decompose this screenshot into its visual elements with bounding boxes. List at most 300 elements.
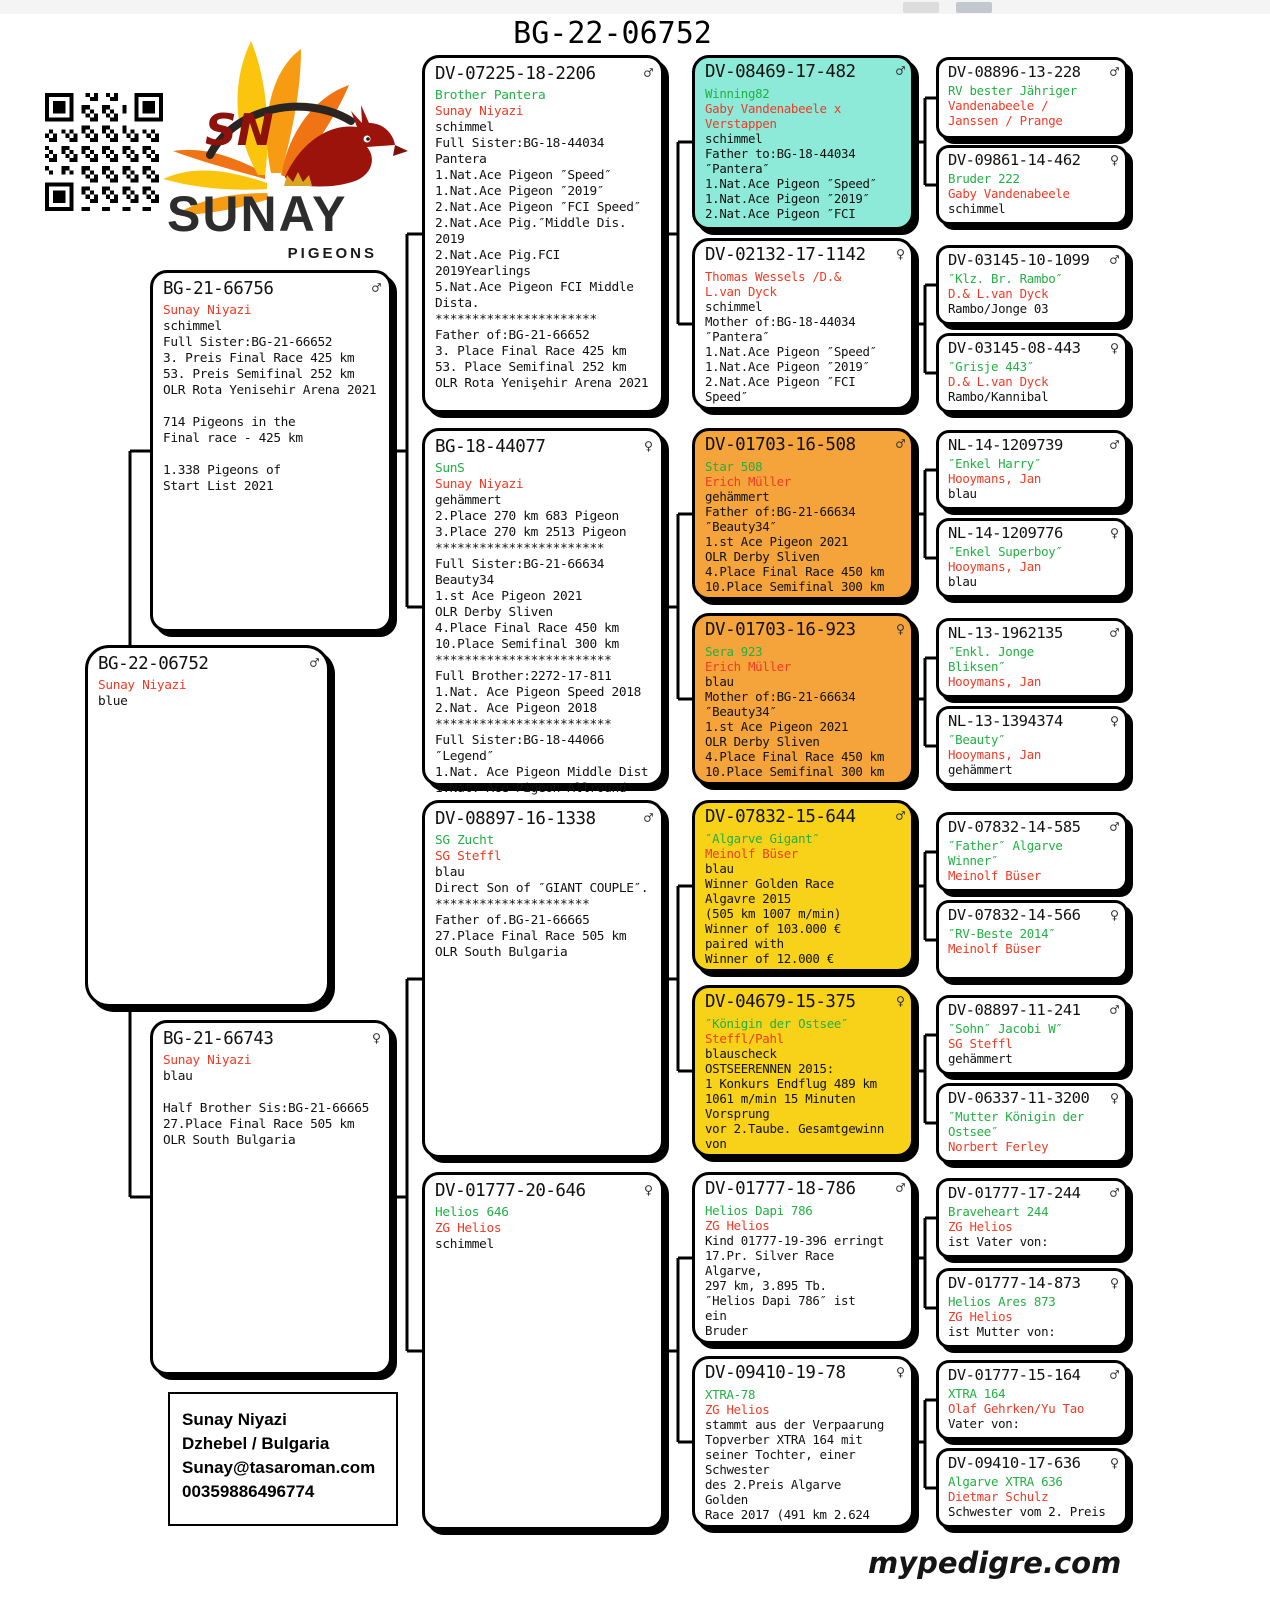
info-line: Bruder: [705, 1323, 748, 1338]
info-line: Rambo/Jonge 03: [948, 301, 1049, 316]
fancier-line: Sunay Niyazi: [435, 104, 524, 119]
ring-number: DV-08897-11-241: [948, 1001, 1081, 1019]
box-header: [705, 435, 905, 459]
fancier-line: Meinolf Büser: [705, 846, 799, 861]
info-line: Algavre 2015: [705, 891, 791, 906]
fancier-line: Hooymans, Jan: [948, 747, 1042, 762]
info-line: 10.Place Semifinal 300 km: [705, 579, 884, 594]
pedigree-box-dv-04679-15-375: [692, 985, 914, 1157]
male-symbol-icon: ♂: [895, 435, 905, 453]
info-line: Full Sister:BG-21-66652: [163, 335, 333, 350]
info-line: Mother of:BG-21-66634: [705, 689, 856, 704]
pedigree-box-dv-01703-16-508: [692, 428, 914, 600]
male-symbol-icon: ♂: [309, 654, 319, 672]
info-line: 27.Place Final Race 505 km: [435, 929, 627, 944]
info-line: OLR South Bulgaria: [435, 945, 568, 960]
pedigree-box-dv-03145-10-1099: [936, 245, 1128, 325]
box-header: [948, 524, 1119, 544]
box-header: [948, 1274, 1119, 1294]
box-header: [948, 1001, 1119, 1021]
info-line: 53. Preis Semifinal 252 km: [163, 367, 355, 382]
box-header: [705, 1179, 905, 1203]
pigeon-name-line: ″Mutter Königin der: [948, 1109, 1085, 1124]
male-symbol-icon: ♂: [371, 279, 381, 297]
info-line: 2.Nat.Ace Pigeon ″FCI Speed″: [435, 200, 641, 215]
fancier-line: ZG Helios: [705, 1218, 770, 1233]
box-header: [705, 62, 905, 86]
female-symbol-icon: ♀: [1109, 712, 1119, 730]
info-line: ein: [705, 1308, 727, 1323]
pigeon-name-line: Winning82: [705, 86, 770, 101]
female-symbol-icon: ♀: [1109, 151, 1119, 169]
info-line: gehämmert: [705, 489, 770, 504]
info-line: schimmel: [435, 1237, 494, 1252]
fancier-line: Meinolf Büser: [948, 868, 1042, 883]
fancier-line: D.& L.van Dyck: [948, 374, 1049, 389]
pedigree-box-dv-08897-16-1338: [422, 800, 664, 1158]
box-header: [948, 818, 1119, 838]
info-line: 2019: [435, 232, 465, 247]
info-line: seiner Tochter, einer: [705, 1447, 856, 1462]
info-line: [163, 1085, 381, 1101]
brand-monogram: SN: [205, 105, 274, 156]
pedigree-box-bg-18-44077: [422, 428, 664, 796]
info-line: gehämmert: [948, 1051, 1013, 1066]
info-line: OLR Derby Sliven: [435, 605, 553, 620]
pedigree-box-nl-14-1209776: [936, 518, 1128, 598]
male-symbol-icon: ♂: [643, 64, 653, 82]
info-line: von: [705, 1136, 727, 1151]
fancier-line: Sunay Niyazi: [98, 678, 187, 693]
ring-number: DV-08896-13-228: [948, 63, 1081, 81]
info-line: 10.Place Semifinal 300 km: [705, 764, 884, 779]
pigeon-name-line: ″Enkel Superboy″: [948, 544, 1063, 559]
pedigree-box-dv-01777-17-244: [936, 1178, 1128, 1258]
info-line: ************************: [435, 653, 612, 668]
info-line: blau: [948, 486, 977, 501]
fancier-line: Vandenabeele /: [948, 98, 1049, 113]
pedigree-box-nl-13-1962135: [936, 618, 1128, 698]
female-symbol-icon: ♀: [1109, 906, 1119, 924]
pigeon-name-line: Winner″: [948, 853, 999, 868]
fancier-line: Thomas Wessels /D.&: [705, 269, 842, 284]
pedigree-box-nl-13-1394374: [936, 706, 1128, 786]
female-symbol-icon: ♀: [1109, 1089, 1119, 1107]
male-symbol-icon: ♂: [895, 62, 905, 80]
brand-name: SUNAY: [167, 186, 348, 242]
box-header: [948, 712, 1119, 732]
pigeon-name-line: Bliksen″: [948, 659, 1006, 674]
pigeon-name-line: XTRA-78: [705, 1387, 756, 1402]
ring-number: DV-06337-11-3200: [948, 1089, 1090, 1107]
box-header: [705, 992, 905, 1016]
ring-number: DV-07832-15-644: [705, 807, 856, 827]
box-header: [948, 63, 1119, 83]
pedigree-box-dv-01777-20-646: [422, 1172, 664, 1530]
box-header: [948, 1184, 1119, 1204]
info-line: ″Helios Dapi 786″ ist: [705, 1293, 856, 1308]
fancier-line: Hooymans, Jan: [948, 674, 1042, 689]
info-line: blau: [705, 674, 734, 689]
info-line: ″Beauty34″: [705, 704, 777, 719]
info-line: 3.Place 270 km 2513 Pigeon: [435, 525, 627, 540]
info-line: 1061 m/min 15 Minuten: [705, 1091, 856, 1106]
info-line: schimmel: [163, 319, 222, 334]
pigeon-name-line: Sera 923: [705, 644, 763, 659]
info-line: Schwester: [705, 1462, 770, 1477]
info-line: schimmel: [705, 131, 763, 146]
info-line: Mother of:BG-18-44034: [705, 314, 856, 329]
female-symbol-icon: ♀: [643, 1181, 653, 1199]
info-line: Vorsprung: [705, 1106, 770, 1121]
female-symbol-icon: ♀: [1109, 339, 1119, 357]
ring-number: DV-02132-17-1142: [705, 245, 866, 265]
info-line: blau: [948, 574, 977, 589]
female-symbol-icon: ♀: [1109, 524, 1119, 542]
info-line: Algarve,: [705, 1263, 763, 1278]
pigeon-name-line: SG Zucht: [435, 833, 494, 848]
info-line: 27.Place Final Race 505 km: [163, 1117, 355, 1132]
fancier-line: Verstappen: [705, 116, 777, 131]
info-line: Race 2017 (491 km 2.624: [705, 1507, 870, 1522]
male-symbol-icon: ♂: [895, 1179, 905, 1197]
info-line: schimmel: [435, 120, 494, 135]
info-line: Winner of 103.000 €: [705, 921, 842, 936]
male-symbol-icon: ♂: [895, 807, 905, 825]
info-line: 10.Place Semifinal 300 km: [435, 637, 619, 652]
info-line: Full Sister:BG-21-66634: [435, 557, 605, 572]
box-header: [435, 64, 653, 88]
pigeon-name-line: ″Königin der Ostsee″: [705, 1016, 849, 1031]
female-symbol-icon: ♀: [1109, 1454, 1119, 1472]
info-line: Start List 2021: [163, 479, 274, 494]
pedigree-box-dv-08469-17-482: [692, 55, 914, 230]
fancier-line: Gaby Vandenabeele: [948, 186, 1070, 201]
info-line: Golden: [705, 1492, 748, 1507]
info-line: 1.Nat.Ace Pigeon ″Speed″: [705, 344, 877, 359]
contact-box: [168, 1392, 398, 1526]
ring-number: BG-21-66756: [163, 279, 274, 299]
info-line: blue: [98, 694, 128, 709]
info-line: 2.Nat. Ace Pigeon 2018: [435, 701, 597, 716]
fancier-line: Sunay Niyazi: [435, 477, 524, 492]
pedigree-box-dv-08896-13-228: [936, 57, 1128, 139]
male-symbol-icon: ♂: [1109, 436, 1119, 454]
info-line: 53. Place Semifinal 252 km: [435, 360, 627, 375]
ring-number: DV-01777-18-786: [705, 1179, 856, 1199]
box-header: [435, 809, 653, 833]
info-line: 1 Konkurs Endflug 489 km: [705, 1076, 877, 1091]
ring-number: BG-21-66743: [163, 1029, 274, 1049]
box-header: [435, 1181, 653, 1205]
fancier-line: Hooymans, Jan: [948, 559, 1042, 574]
info-line: 2.Nat.Ace Pig.FCI: [435, 248, 561, 263]
info-line: OLR Rota Yenisehir Arena 2021: [163, 383, 377, 398]
pedigree-box-bg-21-66756: [150, 270, 392, 632]
info-line: Father of:BG-21-66652: [435, 328, 590, 343]
fancier-line: Erich Müller: [705, 474, 791, 489]
info-line: 4.Place Final Race 450 km: [705, 564, 884, 579]
ring-number: DV-03145-08-443: [948, 339, 1081, 357]
fancier-line: D.& L.van Dyck: [948, 286, 1049, 301]
info-line: 1.Nat.Ace Pigeon ″2019″: [705, 191, 870, 206]
info-line: Full Brother:2272-17-811: [435, 669, 612, 684]
box-header: [163, 279, 381, 303]
female-symbol-icon: ♀: [1109, 1274, 1119, 1292]
info-line: Direct Son of ″GIANT COUPLE″.: [435, 881, 649, 896]
info-line: gehämmert: [948, 762, 1013, 777]
info-line: 1.st Ace Pigeon 2021: [705, 719, 849, 734]
pigeon-name-line: Helios 646: [435, 1205, 509, 1220]
ring-number: DV-01777-15-164: [948, 1366, 1081, 1384]
box-header: [705, 1363, 905, 1387]
fancier-line: L.van Dyck: [705, 284, 777, 299]
info-line: ist Mutter von:: [948, 1324, 1056, 1339]
ring-number: DV-01703-16-923: [705, 620, 856, 640]
info-line: Vater von:: [948, 1416, 1020, 1431]
male-symbol-icon: ♂: [1109, 818, 1119, 836]
site-watermark: mypedigre.com: [868, 1546, 1122, 1580]
pigeon-name-line: ″RV-Beste 2014″: [948, 926, 1056, 941]
pigeon-name-line: ″Grisje 443″: [948, 359, 1034, 374]
fancier-line: Meinolf Büser: [948, 941, 1042, 956]
pigeon-name-line: Helios Ares 873: [948, 1294, 1056, 1309]
info-line: [163, 447, 381, 463]
info-line: 2.Place 270 km 683 Pigeon: [435, 509, 619, 524]
info-line: blauscheck: [705, 1046, 777, 1061]
pedigree-box-dv-08897-11-241: [936, 995, 1128, 1075]
fancier-line: Gaby Vandenabeele x: [705, 101, 842, 116]
box-header: [948, 906, 1119, 926]
info-line: (505 km 1007 m/min): [705, 906, 842, 921]
info-line: Rambo/Kannibal: [948, 389, 1049, 404]
info-line: 1.Nat. Ace Pigeon Speed 2018: [435, 685, 641, 700]
info-line: OLR Derby Sliven: [705, 549, 820, 564]
ring-number: DV-08897-16-1338: [435, 809, 596, 829]
male-symbol-icon: ♂: [643, 809, 653, 827]
pedigree-box-dv-09410-19-78: [692, 1356, 914, 1528]
info-line: Half Brother Sis:BG-21-66665: [163, 1101, 369, 1116]
info-line: OSTSEERENNEN 2015:: [705, 1061, 834, 1076]
info-line: des 2.Preis Algarve: [705, 1477, 842, 1492]
info-line: schimmel: [705, 299, 763, 314]
page-title: BG-22-06752: [513, 16, 712, 51]
info-line: OLR South Bulgaria: [163, 1133, 296, 1148]
ring-number: NL-13-1394374: [948, 712, 1063, 730]
info-line: paired with: [705, 936, 784, 951]
ring-number: DV-01777-20-646: [435, 1181, 586, 1201]
pedigree-box-dv-01703-16-923: [692, 613, 914, 785]
male-symbol-icon: ♂: [1109, 1184, 1119, 1202]
male-symbol-icon: ♂: [1109, 624, 1119, 642]
info-line: ″Legend″: [435, 749, 494, 764]
fancier-line: ZG Helios: [948, 1309, 1013, 1324]
fancier-line: Dietmar Schulz: [948, 1489, 1049, 1504]
info-line: Dista.: [435, 296, 480, 311]
pigeon-name-line: Braveheart 244: [948, 1204, 1049, 1219]
fancier-line: SG Steffl: [948, 1036, 1013, 1051]
info-line: 5.Nat.Ace Pigeon FCI Middle: [435, 280, 634, 295]
pedigree-box-dv-01777-15-164: [936, 1360, 1128, 1440]
box-header: [948, 339, 1119, 359]
info-line: stammt aus der Verpaarung: [705, 1417, 884, 1432]
info-line: blau: [705, 861, 734, 876]
fancier-line: Hooymans, Jan: [948, 471, 1042, 486]
fancier-line: Janssen / Prange: [948, 113, 1063, 128]
ring-number: BG-22-06752: [98, 654, 209, 674]
info-line: OLR Rota Yenişehir Arena 2021: [435, 376, 649, 391]
brand-tagline: PIGEONS: [287, 245, 377, 262]
ring-number: DV-01777-17-244: [948, 1184, 1081, 1202]
ring-number: DV-03145-10-1099: [948, 251, 1090, 269]
ring-number: DV-07225-18-2206: [435, 64, 596, 84]
box-header: [948, 151, 1119, 171]
ring-number: NL-14-1209739: [948, 436, 1063, 454]
box-header: [948, 1454, 1119, 1474]
box-header: [948, 1366, 1119, 1386]
box-header: [948, 1089, 1119, 1109]
ring-number: DV-09861-14-462: [948, 151, 1081, 169]
info-line: Final race - 425 km: [163, 431, 303, 446]
pigeon-name-line: Bruder 222: [948, 171, 1020, 186]
pigeon-name-line: Ostsee″: [948, 1124, 999, 1139]
pedigree-box-dv-02132-17-1142: [692, 238, 914, 410]
pedigree-box-dv-09861-14-462: [936, 145, 1128, 225]
info-line: 2.Nat.Ace Pigeon ″FCI: [705, 374, 856, 389]
fancier-line: Erich Müller: [705, 659, 791, 674]
ring-number: DV-01703-16-508: [705, 435, 856, 455]
info-line: 2.Nat.Ace Pigeon ″FCI: [705, 206, 856, 221]
female-symbol-icon: ♀: [371, 1029, 381, 1047]
pedigree-box-dv-09410-17-636: [936, 1448, 1128, 1528]
pedigree-box-dv-07832-14-566: [936, 900, 1128, 980]
box-header: [948, 251, 1119, 271]
info-line: Father of.BG-21-66665: [435, 913, 590, 928]
pigeon-name-line: Algarve XTRA 636: [948, 1474, 1063, 1489]
info-line: 1.Nat.Ace Pigeon ″Speed″: [435, 168, 612, 183]
pigeon-name-line: Star 508: [705, 459, 763, 474]
info-line: 4.Place Final Race 450 km: [705, 749, 884, 764]
ring-number: DV-08469-17-482: [705, 62, 856, 82]
fancier-line: SG Steffl: [435, 849, 502, 864]
info-line: 3. Preis Final Race 425 km: [163, 351, 355, 366]
info-line: ″Pantera″: [705, 161, 770, 176]
info-line: *********************: [435, 897, 590, 912]
info-line: 714 Pigeons in the: [163, 415, 296, 430]
info-line: 1.Nat.Ace Pigeon ″2019″: [435, 184, 605, 199]
pedigree-box-dv-01777-14-873: [936, 1268, 1128, 1348]
fancier-line: ZG Helios: [435, 1221, 502, 1236]
info-line: Pantera: [435, 152, 487, 167]
male-symbol-icon: ♂: [1109, 63, 1119, 81]
info-line: blau: [435, 865, 465, 880]
info-line: [163, 399, 381, 415]
info-line: gehämmert: [435, 493, 502, 508]
pedigree-box-dv-07225-18-2206: [422, 55, 664, 413]
pigeon-name-line: XTRA 164: [948, 1386, 1006, 1401]
info-line: Father of:BG-21-66634: [705, 504, 856, 519]
pigeon-name-line: SunS: [435, 461, 465, 476]
ring-number: DV-07832-14-585: [948, 818, 1081, 836]
info-line: OLR Derby Sliven: [705, 734, 820, 749]
info-line: schimmel: [948, 201, 1006, 216]
pedigree-box-dv-06337-11-3200: [936, 1083, 1128, 1163]
female-symbol-icon: ♀: [895, 992, 905, 1010]
info-line: 297 km, 3.895 Tb.: [705, 1278, 827, 1293]
box-header: [948, 624, 1119, 644]
info-line: 2019Yearlings: [435, 264, 531, 279]
contact-name: Sunay Niyazi: [182, 1410, 287, 1429]
info-line: Father to:BG-18-44034: [705, 146, 856, 161]
female-symbol-icon: ♀: [895, 1363, 905, 1381]
pedigree-box-bg-22-06752: [85, 645, 330, 1007]
info-line: 1.st Ace Pigeon 2021: [435, 589, 583, 604]
pigeon-name-line: ″Father″ Algarve: [948, 838, 1063, 853]
box-header: [163, 1029, 381, 1053]
pigeon-name-line: ″Sohn″ Jacobi W″: [948, 1021, 1063, 1036]
pigeon-name-line: Brother Pantera: [435, 88, 546, 103]
pedigree-box-bg-21-66743: [150, 1020, 392, 1375]
ring-number: NL-14-1209776: [948, 524, 1063, 542]
info-line: 4.Place Final Race 450 km: [435, 621, 619, 636]
box-header: [435, 437, 653, 461]
ring-number: DV-09410-19-78: [705, 1363, 846, 1383]
info-line: 17.Pr. Silver Race: [705, 1248, 834, 1263]
male-symbol-icon: ♂: [1109, 1001, 1119, 1019]
contact-email: Sunay@tasaroman.com: [182, 1458, 376, 1477]
pigeon-name-line: Helios Dapi 786: [705, 1203, 813, 1218]
info-line: 1.338 Pigeons of: [163, 463, 281, 478]
info-line: ″Pantera″: [705, 329, 770, 344]
box-header: [705, 245, 905, 269]
female-symbol-icon: ♀: [643, 437, 653, 455]
info-line: blau: [163, 1069, 193, 1084]
info-line: vor 2.Taube. Gesamtgewinn: [705, 1121, 884, 1136]
pigeon-name-line: ″Enkel Harry″: [948, 456, 1042, 471]
pigeon-name-line: ″Beauty″: [948, 732, 1006, 747]
info-line: 1.Nat. Ace Pigeon Allround: [435, 781, 627, 796]
male-symbol-icon: ♂: [1109, 251, 1119, 269]
contact-phone: 00359886496774: [182, 1482, 315, 1501]
fancier-line: Olaf Gehrken/Yu Tao: [948, 1401, 1085, 1416]
ring-number: BG-18-44077: [435, 437, 546, 457]
ring-number: NL-13-1962135: [948, 624, 1063, 642]
female-symbol-icon: ♀: [895, 245, 905, 263]
box-header: [705, 807, 905, 831]
info-line: Topverber XTRA 164 mit: [705, 1432, 863, 1447]
ring-number: DV-04679-15-375: [705, 992, 856, 1012]
pigeon-name-line: ″Klz. Br. Rambo″: [948, 271, 1063, 286]
info-line: Winner Golden Race: [705, 876, 834, 891]
info-line: ***********************: [435, 541, 605, 556]
pedigree-box-nl-14-1209739: [936, 430, 1128, 510]
ring-number: DV-09410-17-636: [948, 1454, 1081, 1472]
box-header: [948, 436, 1119, 456]
fancier-line: Steffl/Pahl: [705, 1031, 784, 1046]
info-line: Full Sister:BG-18-44066: [435, 733, 605, 748]
pigeon-name-line: ″Enkl. Jonge: [948, 644, 1034, 659]
info-line: Schwester vom 2. Preis: [948, 1504, 1106, 1519]
ring-number: DV-01777-14-873: [948, 1274, 1081, 1292]
info-line: ist Vater von:: [948, 1234, 1049, 1249]
info-line: 1.Nat. Ace Pigeon Middle Dist: [435, 765, 649, 780]
pedigree-box-dv-07832-14-585: [936, 812, 1128, 892]
info-line: Speed″: [705, 389, 748, 404]
pedigree-box-dv-03145-08-443: [936, 333, 1128, 413]
info-line: 1.st Ace Pigeon 2021: [705, 534, 849, 549]
pigeon-name-line: ″Algarve Gigant″: [705, 831, 820, 846]
contact-location: Dzhebel / Bulgaria: [182, 1434, 330, 1453]
